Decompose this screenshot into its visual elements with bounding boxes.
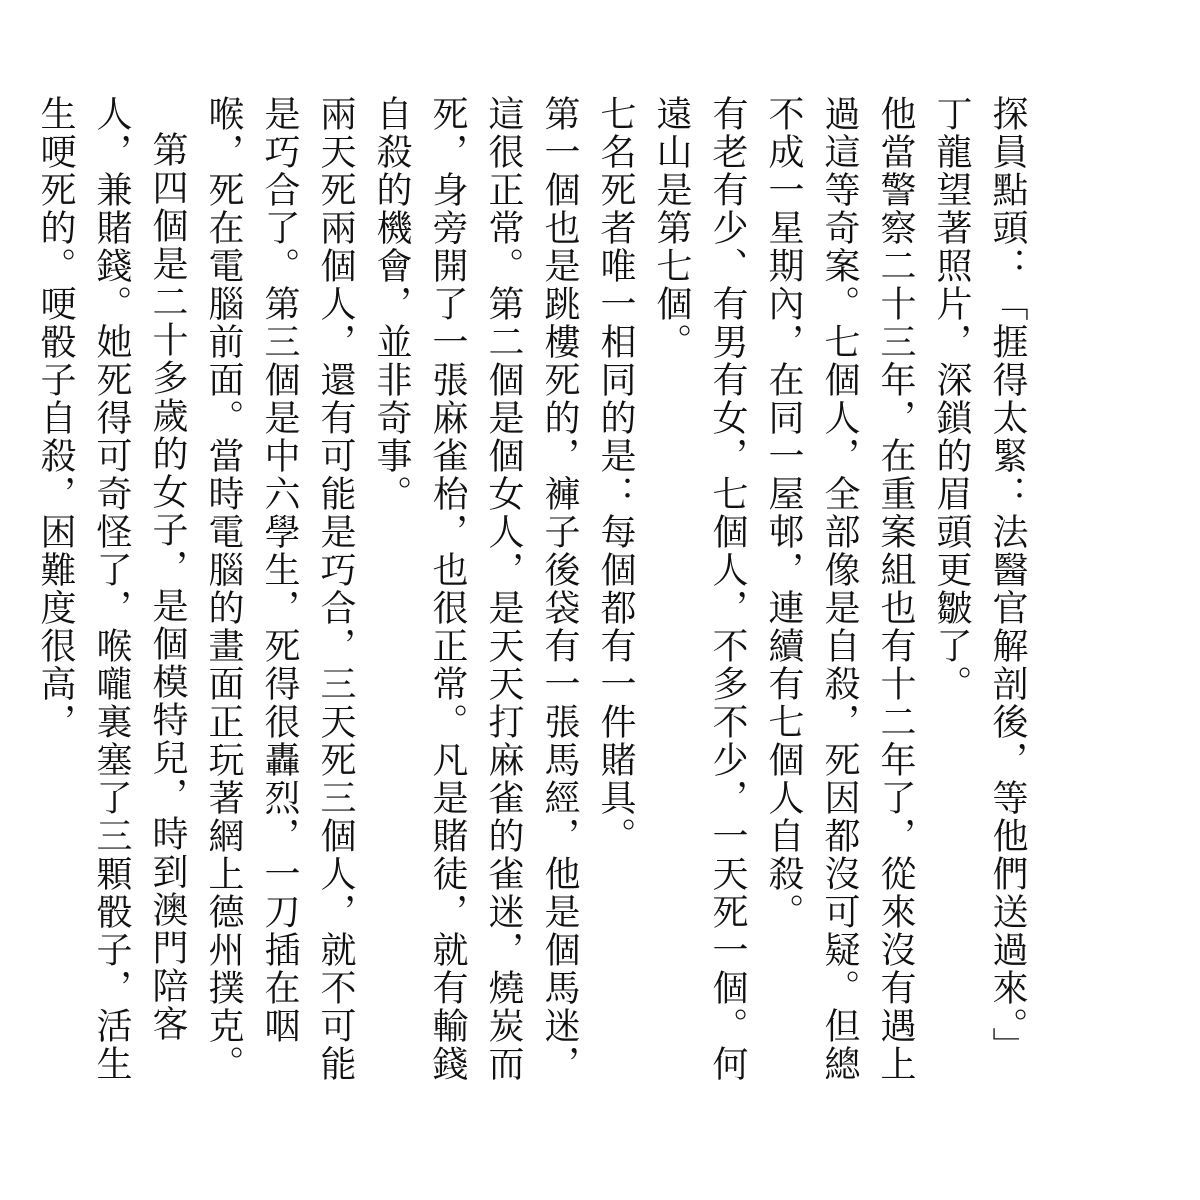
paragraph: 他當警察二十三年，在重案組也有十二年了，從來沒有遇上過這等奇案。七個人，全部像是自殺，死因都沒可疑。但總不成一星期內，在同一屋邨，連續有七個人自殺。 xyxy=(763,95,916,1083)
paragraph: 第一個也是跳樓死的，褲子後袋有一張馬經，他是個馬迷，這很正常。第二個是個女人，是天天打麻雀的雀迷，燒炭而死，身旁開了一張麻雀枱，也很正常。凡是賭徒，就有輸錢自殺的機會，並非奇事。 xyxy=(371,95,580,1083)
paragraph: 七名死者唯一相同的是：每個都有一件賭具。 xyxy=(595,95,636,855)
vertical-text-body xyxy=(27,95,1035,1115)
paragraph: 第四個是二十多歲的女子，是個模特兒，時到澳門陪客人，兼賭錢。她死得可奇怪了，喉嚨裏塞了三顆骰子，活生生哽死的。哽骰子自殺，困難度很高， xyxy=(35,95,188,1083)
paragraph: 探員點頭：「捱得太緊：法醫官解剖後，等他們送過來。」 xyxy=(987,95,1028,1065)
paragraph: 有老有少、有男有女，七個人，不多不少，一天死一個。何遠山是第七個。 xyxy=(651,95,748,1083)
paragraph: 兩天死兩個人，還有可能是巧合，三天死三個人，就不可能是巧合了。第三個是中六學生，死得很轟烈，一刀插在咽喉，死在電腦前面。當時電腦的畫面正玩著網上德州撲克。 xyxy=(203,95,356,1083)
paragraph: 丁龍望著照片，深鎖的眉頭更皺了。 xyxy=(931,95,972,703)
